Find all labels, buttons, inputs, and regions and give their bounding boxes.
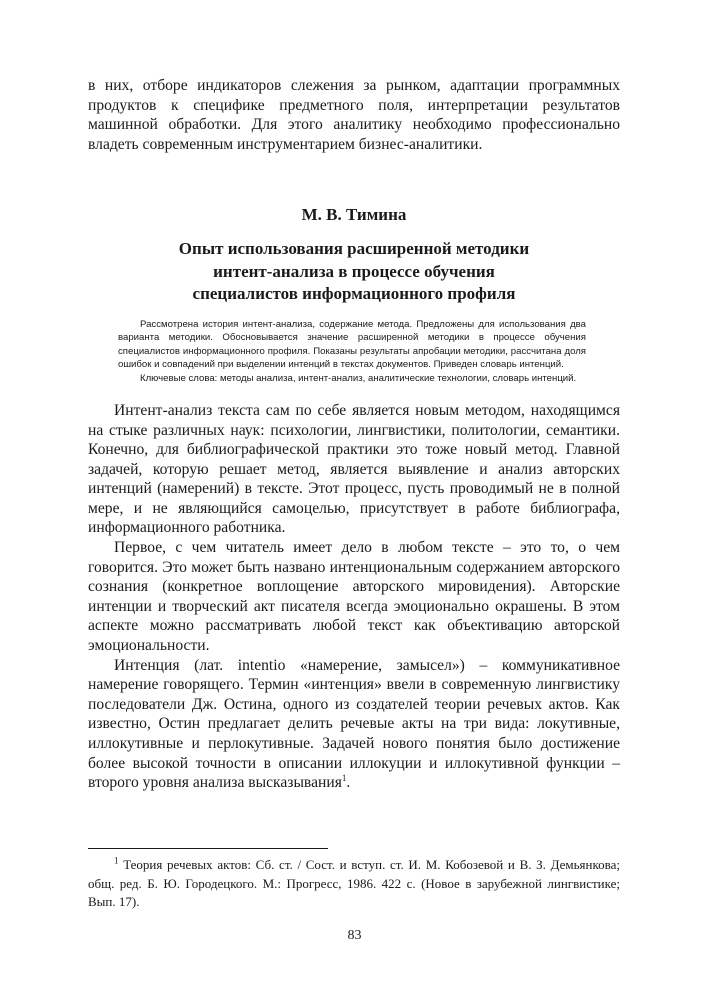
footnote xyxy=(88,856,620,912)
body-paragraph: Интент-анализ текста сам по себе является новым методом, находящимся на стыке различных наук: психологии, лингвистики, политологии, семантики. Конечно, для библиографической практики это тоже новый метод. Главной задачей, которую решает метод, является выявление и анализ авторских интенций (намерений) в тексте. Этот процесс, пусть проводимый не в полной мере, и не являющийся самоцелью, присутствует в работе библиографа, информационного работника. xyxy=(88,401,620,537)
article-title xyxy=(88,238,620,306)
article-body xyxy=(88,401,620,793)
body-paragraph: Первое, с чем читатель имеет дело в любом тексте – это то, о чем говорится. Это может быть названо интенциональным содержанием авторского сознания (конкретное воплощение авторского мировидения). Авторские интенции и творческий акт писателя всегда эмоционально окрашены. В этом аспекте можно рассматривать любой текст как объективацию авторской эмоциональности. xyxy=(88,539,620,655)
abstract xyxy=(118,318,586,385)
footnote-text: Теория речевых актов: Сб. ст. / Сост. и вступ. ст. И. М. Кобозевой и В. З. Демьянкова; общ. ред. Б. Ю. Городецкого. М.: Прогресс, 1986. 422 с. (Новое в зарубежной лингвистике; Вып. 17). xyxy=(88,857,621,910)
abstract-text: Рассмотрена история интент-анализа, содержание метода. Предложены для использования два варианта методики. Обосновывается значение расширенной методики в процессе обучения специалистов информационного профиля. Показаны результаты апробации методики, рассчитана доля ошибок и совпадений при выделении интенций в текстах документов. Приведен словарь интенций. xyxy=(118,318,586,371)
footnote-separator xyxy=(88,848,328,849)
article-author: М. В. Тимина xyxy=(301,205,407,225)
body-paragraph-text: Интенция (лат. intentio «намерение, замысел») – коммуникативное намерение говорящего. Термин «интенция» ввели в современную лингвистику последователи Дж. Остина, одного из создателей теории речевых актов. Как известно, Остин предлагает делить речевые акты на три вида: локутивные, иллокутивные и перлокутивные. Задачей нового понятия было достижение более высокой точности в описании иллокуции и иллокутивной функции – второго уровня анализа высказывания xyxy=(88,656,620,792)
title-line: интент-анализа в процессе обучения xyxy=(213,261,495,281)
body-paragraph xyxy=(88,656,620,793)
footnote-marker: 1 xyxy=(114,855,119,866)
page-number: 83 xyxy=(347,928,362,943)
title-line: специалистов информационного профиля xyxy=(192,284,516,304)
previous-article-ending: в них, отборе индикаторов слежения за рынком, адаптации программных продуктов к специфике предметного поля, интерпретации результатов машинной обработки. Для этого аналитику необходимо профессионально владеть современным инструментарием бизнес-аналитики. xyxy=(88,77,620,153)
title-line: Опыт использования расширенной методики xyxy=(178,239,530,259)
keywords: Ключевые слова: методы анализа, интент-анализ, аналитические технологии, словарь интенций. xyxy=(140,372,577,384)
sentence-end: . xyxy=(346,774,351,792)
footnote-reference[interactable]: 1 xyxy=(341,773,347,783)
page-content xyxy=(88,76,620,793)
